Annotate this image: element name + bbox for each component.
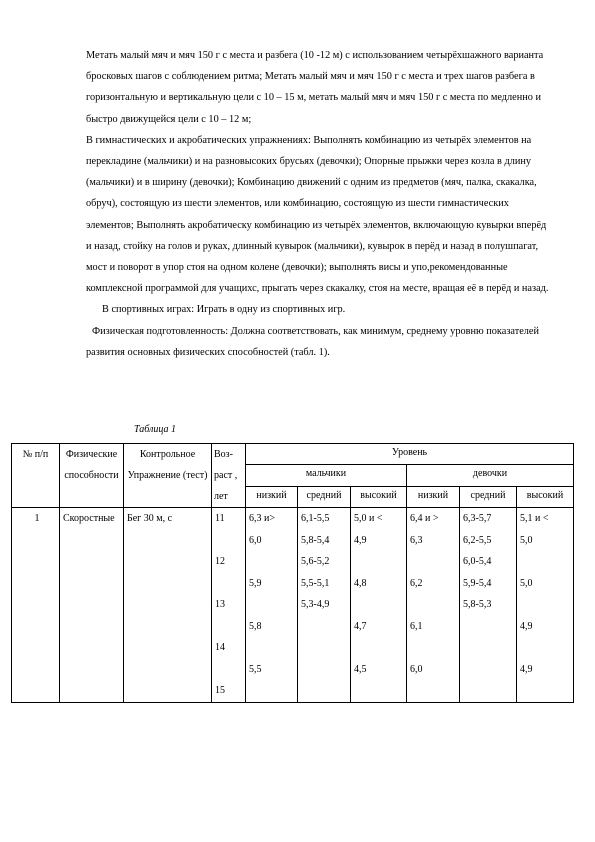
fitness-table bbox=[11, 443, 574, 703]
age-value: 15 bbox=[215, 685, 225, 696]
table-caption: Таблица 1 bbox=[134, 424, 176, 435]
header-girls: девочки bbox=[407, 465, 574, 486]
header-num: № п/п bbox=[12, 444, 60, 508]
age-value: 11 bbox=[215, 513, 225, 524]
header-girls-low: низкий bbox=[407, 486, 460, 507]
paragraph-physical-fitness: Физическая подготовленность: Должна соответствовать, как минимум, среднему уровню показателей развития основных физических способностей (табл. 1). bbox=[86, 325, 540, 358]
cell-ages bbox=[212, 508, 246, 703]
cell-girls-mid: 6,3-5,7 6,2-5,5 6,0-5,4 5,9-5,4 5,8-5,3 bbox=[460, 508, 517, 703]
header-exercise: Контрольное Упражнение (тест) bbox=[124, 444, 212, 508]
cell-girls-low: 6,4 и > 6,3 6,2 6,1 6,0 bbox=[407, 508, 460, 703]
header-ability: Физические способности bbox=[60, 444, 124, 508]
header-girls-high: высокий bbox=[517, 486, 574, 507]
header-boys-low: низкий bbox=[246, 486, 298, 507]
cell-ability: Скоростные bbox=[60, 508, 124, 703]
paragraph-gymnastics: В гимнастических и акробатических упражнениях: Выполнять комбинацию из четырёх элементов на перекладине (мальчики) и на разновысоких брусьях (девочки); Опорные прыжки через козла в длину (мальчики) и в ширину (девочки); Комбинацию движений с одним из предметов (мяч, палка, скакалка, обруч), состоящую из шести элементов, или комбинацию, состоящую из шести гимнастических элементов; Выполнять акробатическу комбинацию из четырёх элементов, включающую кувырки вперёд и назад, стойку на голов и руках, длинный кувырок (мальчики), кувырок в перёд и назад в полушпагат, мост и поворот в упор стоя на одном колене (девочки); выполнять висы и упо,рекомендованные комплексной программой для учащихс, прыгать через скакалку, стоя на месте, вращая её в перёд и назад. bbox=[86, 134, 549, 295]
header-age: Воз-раст , лет bbox=[212, 444, 246, 508]
paragraph-sport-games: В спортивных играх: Играть в одну из спортивных игр. bbox=[102, 304, 346, 316]
body-text bbox=[86, 45, 552, 363]
age-value: 12 bbox=[215, 556, 225, 567]
paragraph-throwing: Метать малый мяч и мяч 150 г с места и разбега (10 -12 м) с использованием четырёхшажного варианта бросковых шагов с соблюдением ритма; Метать малый мяч и мяч 150 г с места и трех шагов разбега в горизонтальную и вертикальную цели с 10 – 15 м, метать малый мяч и мяч 150 г с места по медленно и быстро движущейся цели с 10 – 12 м; bbox=[86, 50, 544, 125]
cell-num: 1 bbox=[12, 508, 60, 703]
header-boys-mid: средний bbox=[298, 486, 351, 507]
cell-girls-high: 5,1 и < 5,0 5,0 4,9 4,9 bbox=[517, 508, 574, 703]
header-boys: мальчики bbox=[246, 465, 407, 486]
header-boys-high: высокий bbox=[351, 486, 407, 507]
cell-boys-mid: 6,1-5,5 5,8-5,4 5,6-5,2 5,5-5,1 5,3-4,9 bbox=[298, 508, 351, 703]
cell-boys-low: 6,3 и> 6,0 5,9 5,8 5,5 bbox=[246, 508, 298, 703]
header-girls-mid: средний bbox=[460, 486, 517, 507]
age-value: 14 bbox=[215, 642, 225, 653]
header-level: Уровень bbox=[246, 444, 574, 465]
cell-exercise: Бег 30 м, с bbox=[124, 508, 212, 703]
cell-boys-high: 5,0 и < 4,9 4,8 4,7 4,5 bbox=[351, 508, 407, 703]
age-value: 13 bbox=[215, 599, 225, 610]
